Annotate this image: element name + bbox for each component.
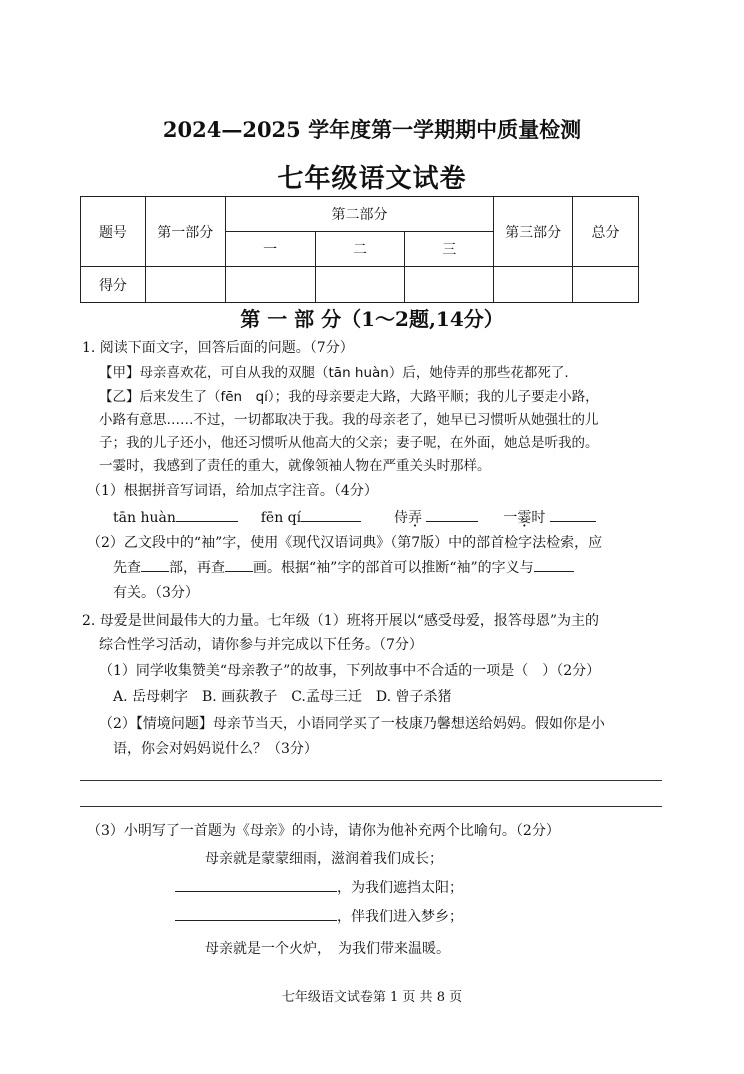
poem-line-3 — [175, 906, 463, 926]
q2-stem-line1: 2. 母爱是世间最伟大的力量。七年级（1）班将开展以“感受母爱，报答母恩”为主的 — [82, 613, 600, 629]
pinyin-2: fēn qí — [260, 510, 302, 526]
poem-line-1: 母亲就是蒙蒙细雨，滋润着我们成长； — [205, 851, 443, 867]
q1-sub2-line2 — [113, 557, 574, 577]
q2-stem-line2: 综合性学习活动，请你参与并完成以下任务。（7分） — [99, 637, 423, 653]
answer-blank-4[interactable] — [550, 507, 596, 522]
page-footer: 七年级语文试卷第 1 页 共 8 页 — [281, 990, 463, 1005]
q1-sub2-line1: （2）乙文段中的“袖”字，使用《现代汉语词典》（第7版）中的部首检字法检索，应 — [87, 535, 603, 551]
header-sub2: 二 — [315, 232, 405, 267]
q1-passage-yi-line2: 小路有意思……不过，一切都取决于我。我的母亲老了，她早已习惯听从她强壮的儿 — [99, 412, 599, 428]
answer-blank-2[interactable] — [301, 507, 361, 522]
exam-title: 2024—2025 学年度第一学期期中质量检测 — [162, 117, 582, 142]
q1-sub2-text-c: 画。根据“袖”字的部首可以推断“袖”的字义与 — [253, 560, 534, 576]
answer-blank-meaning[interactable] — [534, 557, 574, 572]
header-tihao: 题号 — [81, 197, 146, 267]
row-score-label: 得分 — [81, 267, 146, 303]
score-cell-sub3[interactable] — [405, 267, 494, 303]
word-3-char1: 侍 — [394, 510, 409, 526]
q1-sub2-text-b: 部，再查 — [169, 560, 225, 576]
poem-line-2 — [175, 877, 463, 897]
q1-passage-yi-line3: 子；我的儿子还小，他还习惯听从他高大的父亲；妻子呢，在外面，她总是听我的。 — [99, 435, 599, 451]
q2-sub1-options: A. 岳母刺字 B. 画荻教子 C.孟母三迁 D. 曾子杀猪 — [113, 689, 452, 705]
pinyin-1: tān huàn — [113, 510, 176, 526]
answer-blank-strokes[interactable] — [225, 557, 253, 572]
q2-sub2-line2: 语，你会对妈妈说什么？（3分） — [113, 741, 318, 757]
q1-sub1: （1）根据拼音写词语，给加点字注音。（4分） — [87, 483, 378, 499]
word-4-char1: 一 — [503, 510, 518, 526]
word-4-char2-dotted: 霎 — [517, 510, 532, 526]
score-cell-part3[interactable] — [494, 267, 573, 303]
poem-line-3-text: ，伴我们进入梦乡； — [337, 909, 463, 925]
header-sub1: 一 — [225, 232, 315, 267]
score-table — [80, 196, 639, 303]
q1-passage-jia: 【甲】母亲喜欢花，可自从我的双腿（tān huàn）后，她侍弄的那些花都死了. — [99, 365, 569, 381]
q1-sub2-text-a: 先查 — [113, 560, 141, 576]
poem-line-4: 母亲就是一个火炉， 为我们带来温暖。 — [205, 941, 450, 957]
word-3-char2-dotted: 弄 — [408, 510, 423, 526]
poem-answer-blank-2[interactable] — [175, 906, 337, 921]
answer-blank-1[interactable] — [176, 507, 238, 522]
answer-blank-radical[interactable] — [141, 557, 169, 572]
poem-answer-blank-1[interactable] — [175, 877, 337, 892]
word-4-char3: 时 — [531, 510, 546, 526]
answer-line-2[interactable] — [80, 806, 662, 807]
score-cell-sub1[interactable] — [225, 267, 315, 303]
q2-sub2-line1: （2）【情境问题】母亲节当天，小语同学买了一枝康乃馨想送给妈妈。假如你是小 — [99, 716, 605, 732]
header-part1: 第一部分 — [145, 197, 225, 267]
answer-blank-3[interactable] — [426, 507, 478, 522]
header-part2: 第二部分 — [225, 197, 493, 232]
q2-sub3: （3）小明写了一首题为《母亲》的小诗，请你为他补充两个比喻句。（2分） — [87, 823, 560, 839]
q1-stem: 1. 阅读下面文字，回答后面的问题。（7分） — [82, 340, 354, 356]
score-cell-part1[interactable] — [145, 267, 225, 303]
header-total: 总分 — [573, 197, 639, 267]
score-cell-sub2[interactable] — [315, 267, 405, 303]
section1-heading: 第 一 部 分（1～2题,14分） — [240, 307, 504, 331]
exam-subtitle: 七年级语文试卷 — [277, 164, 467, 194]
q1-sub1-items — [113, 507, 596, 527]
q1-passage-yi-line4: 一霎时，我感到了责任的重大，就像领袖人物在严重关头时那样。 — [99, 458, 491, 474]
poem-line-2-text: ，为我们遮挡太阳； — [337, 880, 463, 896]
header-sub3: 三 — [405, 232, 494, 267]
q2-sub1: （1）同学收集赞美“母亲教子”的故事，下列故事中不合适的一项是（ ）（2分） — [99, 663, 601, 679]
answer-line-1[interactable] — [80, 780, 662, 781]
q1-passage-yi-line1: 【乙】后来发生了（fēn qí）；我的母亲要走大路，大路平顺；我的儿子要走小路， — [99, 389, 599, 405]
q1-sub2-line3: 有关。（3分） — [113, 585, 199, 601]
header-part3: 第三部分 — [494, 197, 573, 267]
score-cell-total[interactable] — [573, 267, 639, 303]
